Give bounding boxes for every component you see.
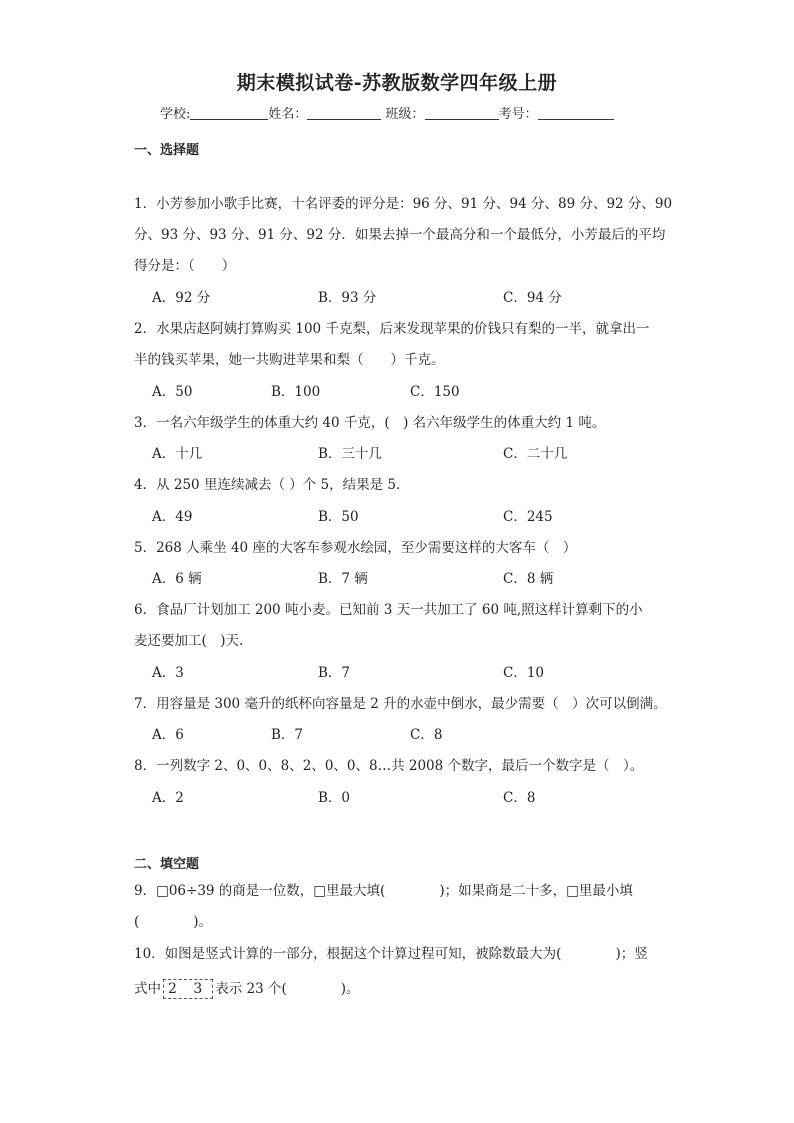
question-9-line-2: ( )。: [134, 914, 213, 930]
question-5-option-c[interactable]: C．8 辆: [503, 571, 554, 587]
page-title: 期末模拟试卷-苏教版数学四年级上册: [236, 72, 558, 94]
question-10-line-2: [134, 977, 360, 999]
question-3-option-a[interactable]: A．十几: [152, 446, 203, 462]
question-7-option-c[interactable]: C．8: [410, 727, 443, 743]
question-5-option-b[interactable]: B．7 辆: [318, 571, 368, 587]
question-3-option-b[interactable]: B．三十几: [318, 446, 382, 462]
question-6-option-b[interactable]: B．7: [318, 665, 351, 681]
question-2-option-b[interactable]: B．100: [271, 384, 321, 400]
question-2-option-c[interactable]: C．150: [410, 384, 460, 400]
question-8-option-a[interactable]: A．2: [152, 790, 184, 806]
number-label: 考号：: [498, 107, 538, 122]
question-2-option-a[interactable]: A．50: [152, 384, 193, 400]
question-2-line-1: 2．水果店赵阿姨打算购买 100 千克梨，后来发现苹果的价钱只有梨的一半，就拿出一: [134, 321, 650, 337]
school-blank[interactable]: [190, 105, 268, 120]
question-10-prefix: 式中: [134, 981, 161, 997]
question-1-option-c[interactable]: C．94 分: [503, 290, 562, 306]
question-4-option-c[interactable]: C．245: [503, 509, 553, 525]
question-4-option-a[interactable]: A．49: [152, 509, 193, 525]
question-5-option-a[interactable]: A．6 辆: [152, 571, 202, 587]
section-heading-choice: 一、选择题: [134, 143, 200, 158]
question-8-line-1: 8．一列数字 2、0、0、8、2、0、0、8…共 2008 个数字，最后一个数字是（ ）。: [134, 758, 644, 774]
school-label: 学校:: [160, 107, 191, 122]
question-5-line-1: 5．268 人乘坐 40 座的大客车参观水绘园，至少需要这样的大客车（ ）: [134, 540, 577, 556]
question-1-line-3: 得分是：（ ）: [134, 258, 236, 274]
question-8-option-c[interactable]: C．8: [503, 790, 536, 806]
question-10-suffix: 表示 23 个( )。: [215, 981, 360, 997]
question-3-line-1: 3．一名六年级学生的体重大约 40 千克，( ) 名六年级学生的体重大约 1 吨。: [134, 415, 606, 431]
question-1-line-1: 1．小芳参加小歌手比赛，十名评委的评分是：96 分、91 分、94 分、89 分、92 分、90: [134, 196, 673, 212]
question-10-line-1: 10．如图是竖式计算的一部分，根据这个计算过程可知，被除数最大为( )；竖: [134, 946, 648, 962]
question-1-option-b[interactable]: B．93 分: [318, 290, 377, 306]
question-4-line-1: 4．从 250 里连续减去（ ）个 5，结果是 5．: [134, 477, 410, 493]
question-3-option-c[interactable]: C．二十几: [503, 446, 568, 462]
question-6-line-2: 麦还要加工( )天.: [134, 633, 244, 649]
question-1-option-a[interactable]: A．92 分: [152, 290, 211, 306]
question-6-option-c[interactable]: C．10: [503, 665, 545, 681]
question-1-line-2: 分、93 分、93 分、91 分、92 分．如果去掉一个最高分和一个最低分，小芳最后的平均: [134, 227, 666, 243]
question-7-option-a[interactable]: A．6: [152, 727, 184, 743]
question-4-option-b[interactable]: B．50: [318, 509, 359, 525]
question-8-option-b[interactable]: B．0: [318, 790, 351, 806]
name-blank[interactable]: [307, 105, 381, 120]
class-label: 班级：: [385, 107, 425, 122]
name-label: 姓名：: [268, 107, 308, 122]
question-6-line-1: 6．食品厂计划加工 200 吨小麦。已知前 3 天一共加工了 60 吨,照这样计算剩下的小: [134, 602, 643, 618]
question-6-option-a[interactable]: A．3: [152, 665, 184, 681]
student-info-row: [160, 103, 614, 122]
question-9-line-1: 9．□06÷39 的商是一位数，□里最大填( )；如果商是二十多，□里最小填: [134, 883, 633, 899]
dashed-digit-box: 2 3: [163, 979, 213, 999]
class-blank[interactable]: [425, 105, 499, 120]
number-blank[interactable]: [538, 105, 614, 120]
question-2-line-2: 半的钱买苹果，她一共购进苹果和梨（ ）千克。: [134, 352, 445, 368]
section-heading-fill-blank: 二、填空题: [134, 857, 200, 872]
question-7-line-1: 7．用容量是 300 毫升的纸杯向容量是 2 升的水壶中倒水，最少需要（ ）次可以倒满。: [134, 696, 667, 712]
question-7-option-b[interactable]: B．7: [271, 727, 304, 743]
